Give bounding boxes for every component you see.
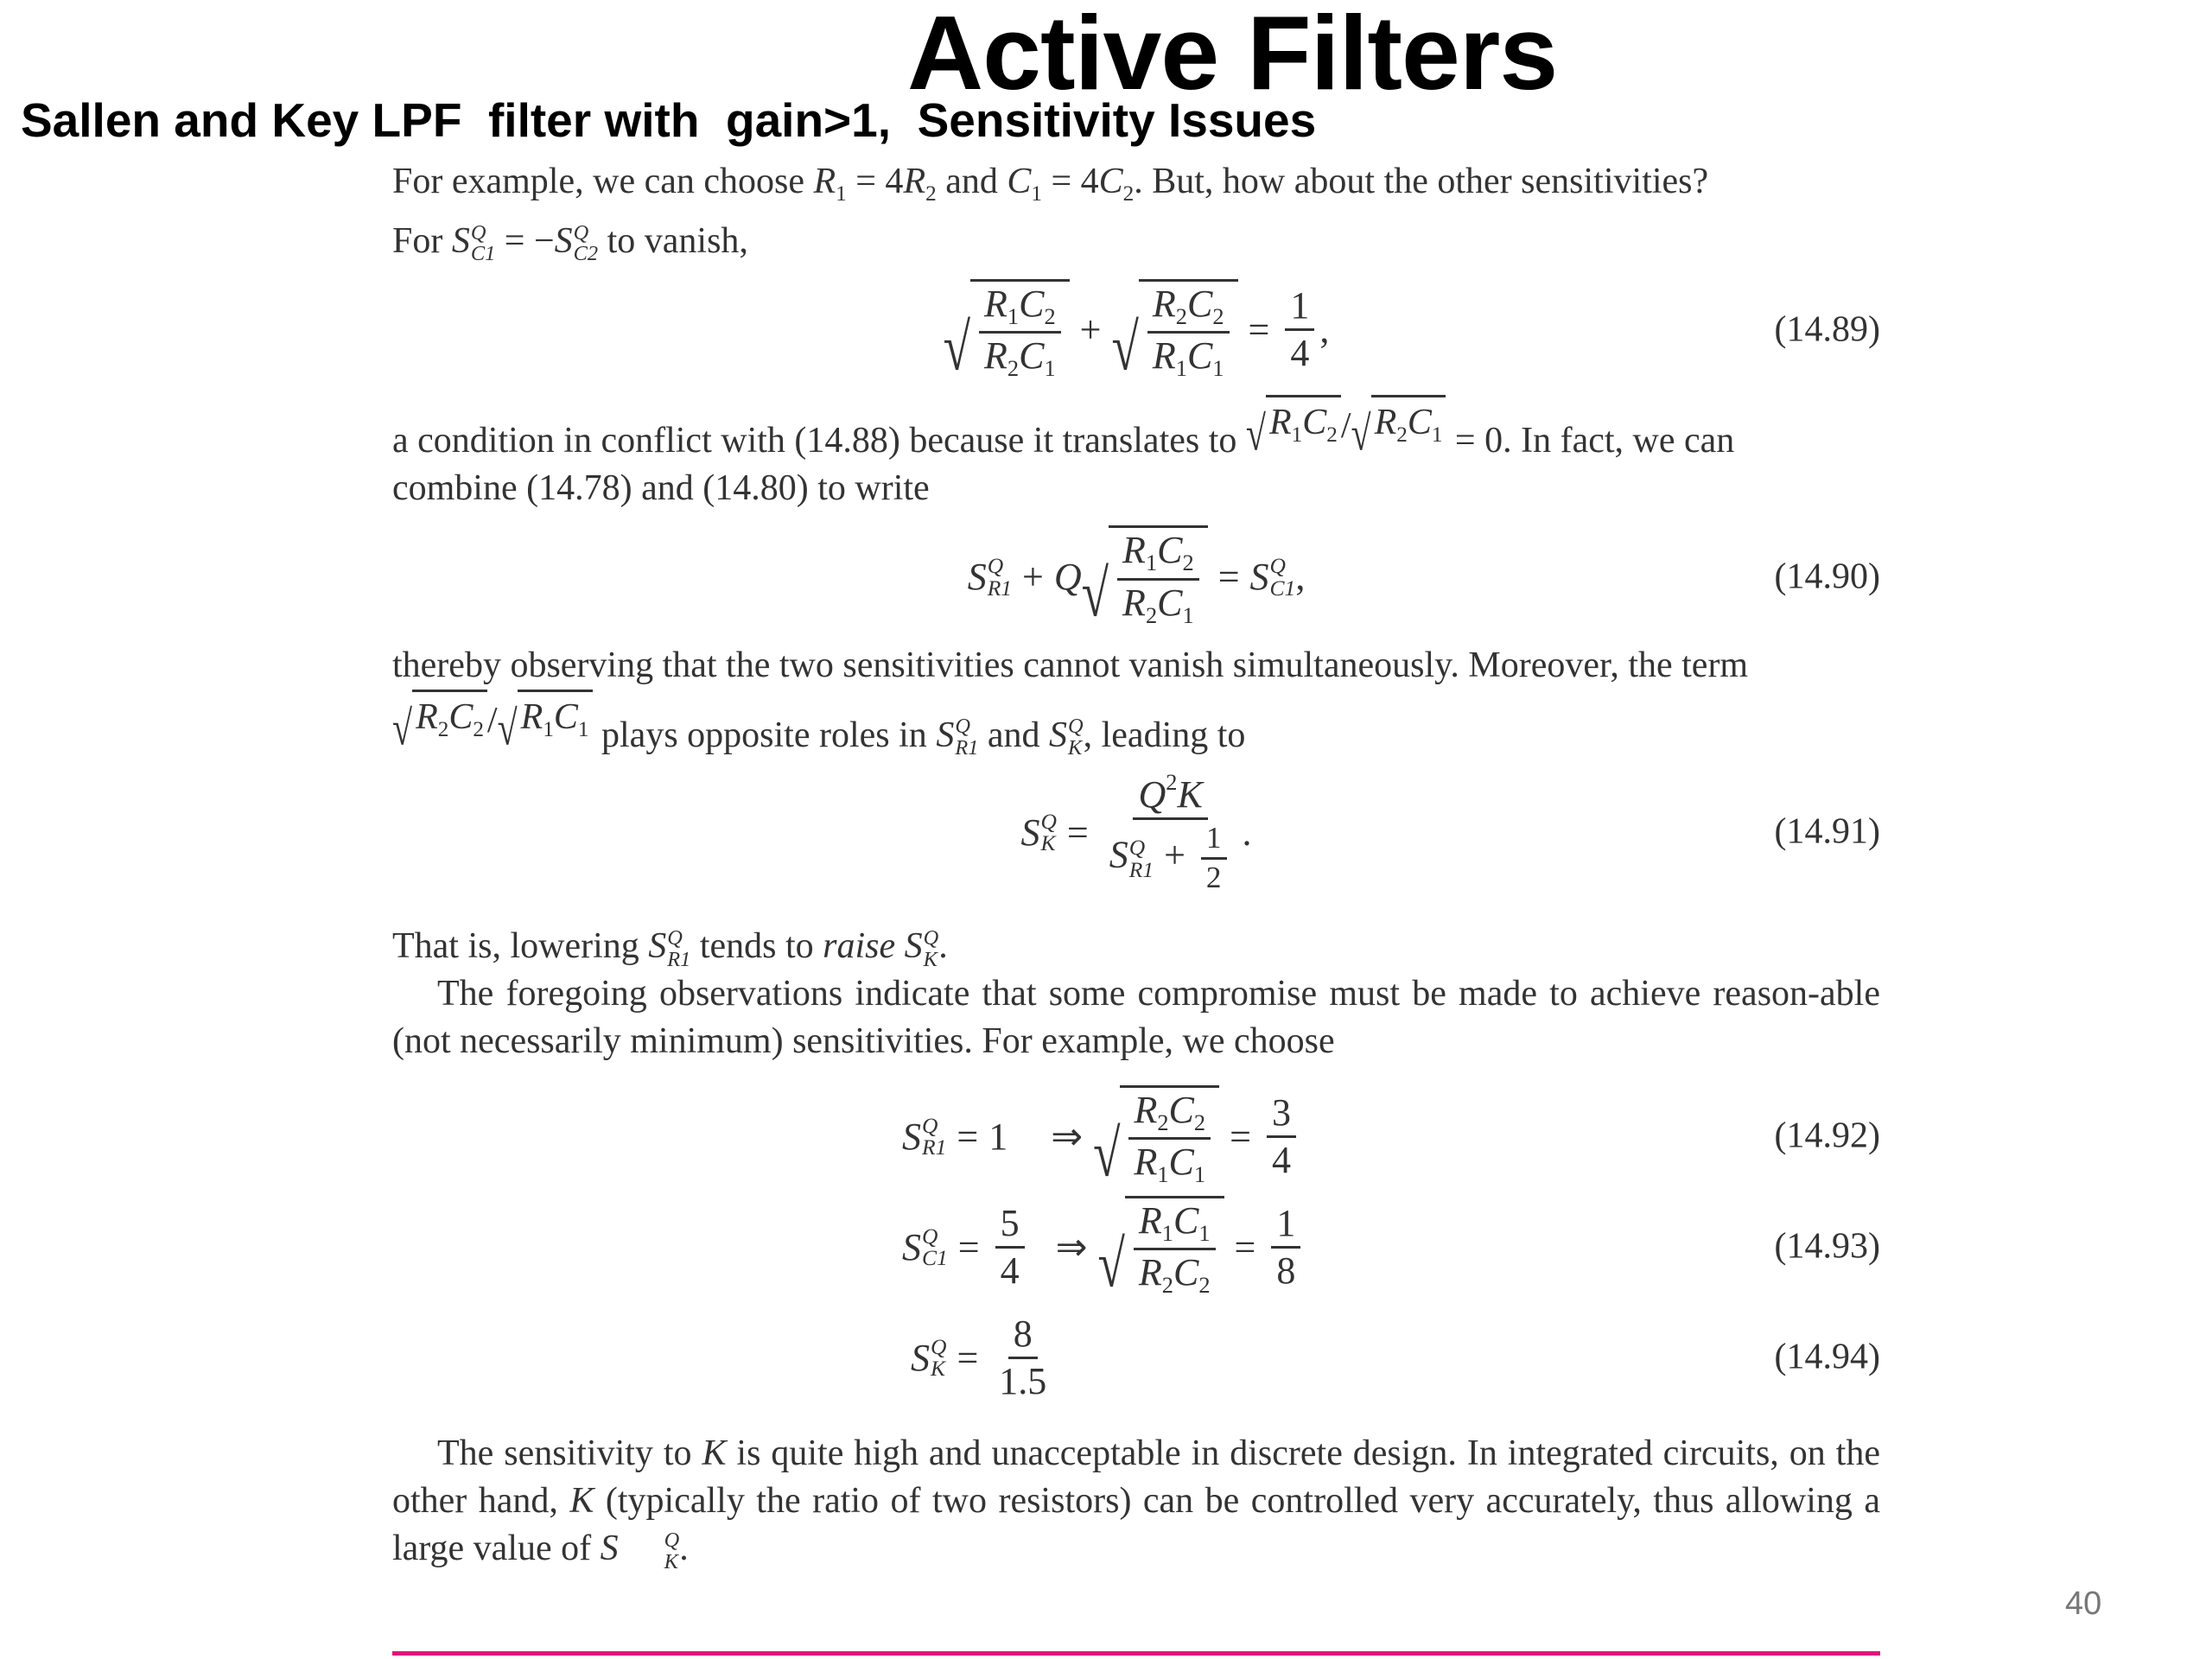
page-number: 40: [2065, 1586, 2102, 1622]
equation-14-92: S Q R1 = 1 ⇒ √ $\frac{R_2C_2}{R_1C_1}$ = $\frac{3}{4}$ (14.92): [392, 1081, 1880, 1192]
equation-number: (14.89): [1774, 309, 1880, 350]
paragraph-6: The sensitivity to K is quite high and unacceptable in discrete design. In integrated circuits, on the other hand, K (typically the ratio of two resistors) can be controlled very accurately, thus allowing a large value of S Q K .: [392, 1433, 1880, 1573]
equation-number: (14.91): [1774, 811, 1880, 852]
divider-rule: [392, 1651, 1880, 1656]
equation-number: (14.90): [1774, 556, 1880, 597]
equation-14-93: S Q C1 = $\frac{5}{4}$ ⇒ √ $\frac{R_1C_1}{R_2C_2}$ = $\frac{1}{8}$ (14.93): [392, 1192, 1880, 1302]
paragraph-1: For example, we can choose $R_1 = 4R_2$ and $C_1 = 4C_2$. But, how about the other sensitivities? For S Q C1 = −S Q C2 to vanish,: [392, 162, 1709, 266]
textbook-excerpt: [392, 158, 1880, 1573]
equation-number: (14.93): [1774, 1226, 1880, 1267]
slide-title: Active Filters: [907, 0, 1558, 111]
equation-number: (14.94): [1774, 1337, 1880, 1377]
paragraph-2: a condition in conflict with (14.88) because it translates to √ $R_1C_2$ / √ $R_2C_1$ = 0. In fact, we can combine (14.78) and (14.80) to write: [392, 395, 1880, 512]
equation-14-94: S Q K = $\frac{8}{1.5}$ (14.94): [911, 1312, 1880, 1402]
paragraph-3: thereby observing that the two sensitivities cannot vanish simultaneously. Moreover, the term √ $R_2C_2$ / √ $R_1C_1$ plays opposite roles in S Q R1 and S Q K , leading to: [392, 645, 1749, 760]
paragraph-5: The foregoing observations indicate that some compromise must be made to achieve reason-able (not necessarily minimum) sensitivities. For example, we choose: [392, 974, 1880, 1062]
paragraph-4: That is, lowering S Q R1 tends to raise S Q K .: [392, 926, 948, 971]
equation-14-90: S Q R1 + Q √ $\frac{R_1C_2}{R_2C_1}$ = S Q C1 , (14.90): [392, 512, 1880, 642]
slide-subtitle: Sallen and Key LPF filter with gain>1, Sensitivity Issues: [21, 93, 1317, 147]
equation-number: (14.92): [1774, 1116, 1880, 1156]
equation-14-89: √ $\frac{R_1C_2}{R_2C_1}$ + √ $\frac{R_2C_2}{R_1C_1}$ = $\frac{1}{4}$ , (14.89): [392, 265, 1880, 395]
equation-14-91: S Q K = $Q^2K$ S Q R1 + $\frac{1}{2}$ . (14.91): [1020, 769, 1880, 895]
